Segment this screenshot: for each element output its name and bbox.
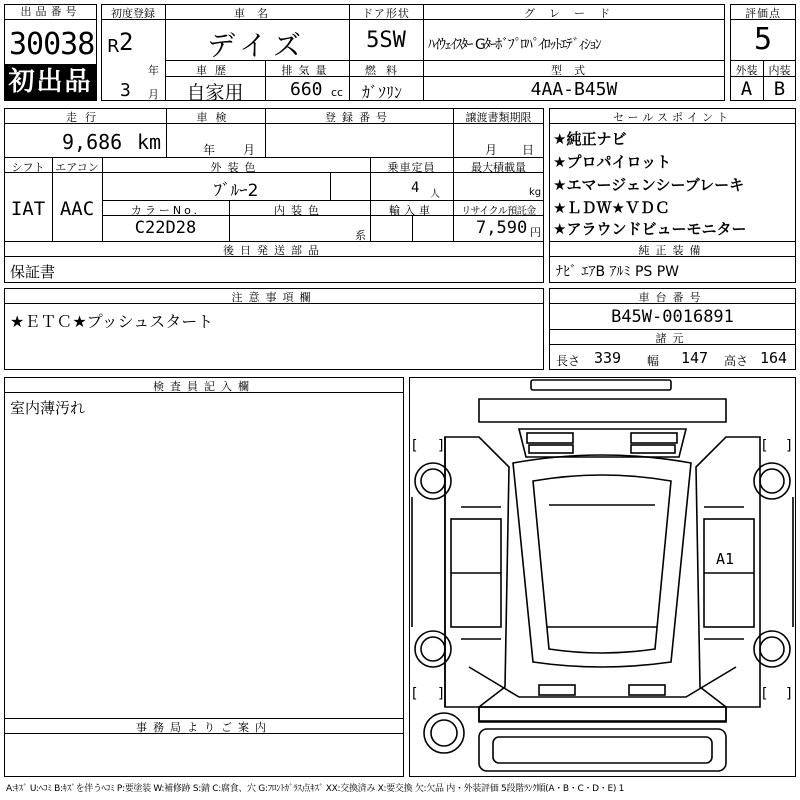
equip-value: ﾅﾋﾞ ｴｱB ｱﾙﾐ PS PW — [556, 264, 680, 280]
sales-point-3: ★エマージェンシーブレーキ — [553, 176, 745, 194]
sales-point-2: ★プロパイロット — [553, 153, 672, 171]
sales-point-4: ★ＬＤＷ★ＶＤＣ — [553, 199, 670, 217]
aircon-value: AAC — [59, 198, 95, 220]
car-name-label: 車名 — [234, 7, 280, 20]
history-value: 自家用 — [186, 82, 244, 104]
displacement-value: 660 — [290, 79, 323, 100]
door-label: ドア形状 — [362, 7, 410, 20]
recycle-value: 7,590 — [476, 218, 528, 238]
shift-value: IAT — [10, 198, 46, 220]
bracket-rl-close: ] — [438, 686, 444, 702]
bracket-fl-open: [ — [412, 438, 418, 454]
lot-number: 30038 — [9, 27, 95, 62]
ext-color-value: ﾌﾞﾙｰ2 — [213, 181, 259, 201]
era-letter: R — [107, 36, 120, 57]
score-label: 評価点 — [745, 7, 781, 20]
bracket-rl-open: [ — [412, 686, 418, 702]
recycle-label: リサイクル預託金 — [461, 206, 536, 217]
car-diagram — [409, 377, 796, 777]
inspector-text: 室内薄汚れ — [10, 399, 86, 417]
notes-text: ★ＥＴＣ★プッシュスタート — [10, 312, 214, 331]
width-label: 幅 — [647, 354, 660, 368]
mileage-value: 9,686 — [62, 130, 123, 154]
height-value: 164 — [760, 349, 788, 367]
aircon-label: エアコン — [55, 161, 99, 174]
int-color-label: 内装色 — [274, 204, 325, 217]
height-label: 高さ — [724, 354, 749, 368]
month-value: 3 — [120, 80, 131, 101]
cc-unit: cc — [331, 86, 344, 99]
inspection-label: 車検 — [196, 111, 235, 124]
exterior-label: 外装 — [735, 64, 758, 77]
model-label: 型式 — [551, 64, 597, 77]
first-time-badge: 初出品 — [4, 64, 97, 101]
spec-title: 諸元 — [655, 332, 690, 345]
grade-label: グレード — [524, 7, 624, 20]
equip-label: 純正装備 — [638, 244, 707, 257]
later-parts-label: 後日発送部品 — [223, 244, 325, 257]
load-unit: kg — [529, 187, 542, 198]
inspector-title: 検査員記入欄 — [153, 380, 255, 393]
mileage-label: 走行 — [66, 111, 104, 124]
first-reg-label: 初度登録 — [111, 7, 155, 20]
bracket-fr-open: [ — [762, 438, 768, 454]
fuel-value: ｶﾞｿﾘﾝ — [362, 83, 403, 102]
office-title: 事務局よりご案内 — [136, 721, 272, 734]
capacity-unit: 人 — [430, 189, 440, 200]
shift-label: シフト — [11, 161, 45, 174]
bracket-fl-close: ] — [438, 438, 444, 454]
sales-points-title: セールスポイント — [612, 111, 732, 124]
later-parts-value: 保証書 — [10, 263, 56, 281]
legend: A:ｷｽﾞ U:ﾍｺﾐ B:ｷｽﾞを伴うﾍｺﾐ P:要塗装 W:補修跡 S:錆 C:腐食、穴 G:ﾌﾛﾝﾄｶﾞﾗｽ点ｷｽﾞ XX:交換済み X:要交換 欠:欠品 内・外装評価 5段階ﾗﾝｸ順(A・B・C・D・E) 1 — [6, 784, 625, 794]
load-label: 最大積載量 — [471, 161, 526, 174]
km-unit: km — [137, 130, 162, 154]
length-value: 339 — [594, 349, 622, 367]
displacement-label: 排気量 — [281, 64, 333, 77]
era-year: 2 — [119, 28, 134, 56]
chassis-title: 車台番号 — [638, 291, 707, 304]
inspection-year-unit: 年 — [203, 143, 216, 157]
grade-value: ﾊｲｳｪｲｽﾀｰ Gﾀｰﾎﾞﾌﾟﾛﾊﾟｲﾛｯﾄｴﾃﾞｨｼｮﾝ — [428, 37, 601, 53]
notes-title: 注意事項欄 — [231, 291, 317, 304]
ext-color-label: 外装色 — [210, 161, 262, 174]
lot-label: 出品番号 — [5, 5, 96, 20]
sales-point-1: ★純正ナビ — [553, 130, 627, 148]
exterior-grade: A — [740, 78, 753, 100]
yen-unit: 円 — [530, 226, 541, 239]
score-value: 5 — [753, 22, 773, 57]
interior-grade: B — [773, 78, 786, 100]
chassis-number: B45W-0016891 — [611, 307, 734, 327]
bracket-rr-open: [ — [762, 686, 768, 702]
transfer-day-unit: 日 — [522, 143, 535, 157]
fuel-label: 燃料 — [365, 64, 407, 77]
capacity-label: 乗車定員 — [387, 161, 436, 174]
capacity-value: 4 — [411, 180, 420, 196]
door-value: 5SW — [366, 28, 406, 53]
month-unit: 月 — [148, 88, 159, 101]
length-label: 長さ — [556, 354, 581, 368]
sales-point-5: ★アラウンドビューモニター — [553, 220, 747, 238]
bracket-rr-close: ] — [786, 686, 792, 702]
car-name: デイズ — [207, 29, 307, 62]
inspector-box — [4, 377, 404, 777]
damage-mark: A1 — [716, 550, 735, 568]
inspection-month-unit: 月 — [243, 143, 256, 157]
color-no-label: カラーNo. — [130, 204, 201, 217]
history-label: 車歴 — [196, 64, 234, 77]
model-value: 4AA-B45W — [530, 79, 618, 100]
import-label: 輸入車 — [389, 204, 434, 217]
bracket-fr-close: ] — [786, 438, 792, 454]
transfer-month-unit: 月 — [485, 143, 498, 157]
reg-label: 登録番号 — [325, 111, 393, 124]
color-no-value: C22D28 — [134, 218, 197, 238]
interior-label: 内装 — [768, 64, 791, 77]
int-color-unit: 系 — [355, 229, 366, 242]
transfer-label: 譲渡書類期限 — [465, 111, 532, 124]
width-value: 147 — [681, 349, 709, 367]
year-unit: 年 — [148, 64, 159, 77]
